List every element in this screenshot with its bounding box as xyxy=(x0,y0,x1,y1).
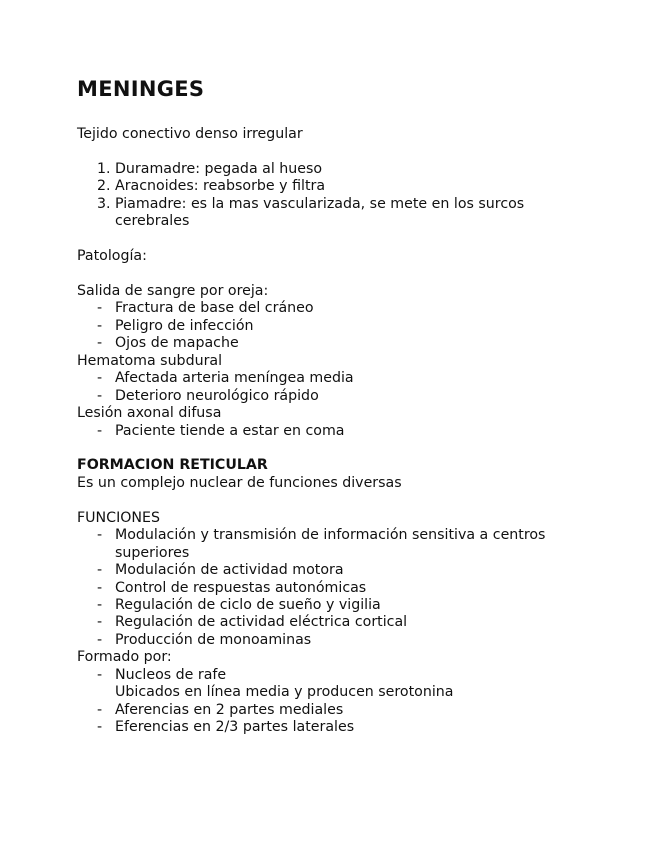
dash-marker: - xyxy=(97,666,103,683)
bullet-item xyxy=(77,632,575,649)
dash-marker: - xyxy=(97,579,103,596)
dash-marker: - xyxy=(97,701,103,718)
bullet-text: Control de respuestas autonómicas xyxy=(115,579,367,596)
list-item xyxy=(77,196,555,231)
formado-label: Formado por: xyxy=(77,649,172,666)
bullet-text: Regulación de actividad eléctrica cortical xyxy=(115,614,408,631)
bullet-text: Peligro de infección xyxy=(115,317,254,334)
dash-marker: - xyxy=(97,300,103,317)
bullet-item xyxy=(77,423,597,440)
dash-marker: - xyxy=(97,335,103,352)
patologia-section xyxy=(77,283,597,440)
bullet-item xyxy=(77,300,597,317)
dash-marker: - xyxy=(97,317,103,334)
bullet-item xyxy=(77,667,597,702)
section-heading: FORMACION RETICULAR xyxy=(77,457,268,474)
bullet-text: Aferencias en 2 partes mediales xyxy=(115,701,344,718)
document-body xyxy=(77,126,597,737)
dash-marker: - xyxy=(97,719,103,736)
bullet-item xyxy=(77,388,597,405)
bullet-text: Modulación de actividad motora xyxy=(115,562,344,579)
list-number: 1. xyxy=(97,160,111,177)
layers-list xyxy=(77,161,597,231)
bullet-text: Paciente tiende a estar en coma xyxy=(115,422,345,439)
bullet-item xyxy=(77,702,597,719)
bullet-text: Deterioro neurológico rápido xyxy=(115,387,319,404)
funciones-label: FUNCIONES xyxy=(77,509,160,526)
list-number: 2. xyxy=(97,178,111,195)
dash-marker: - xyxy=(97,597,103,613)
patologia-label: Patología: xyxy=(77,248,147,265)
bullet-text: Producción de monoaminas xyxy=(115,631,312,648)
dash-marker: - xyxy=(97,562,103,579)
page-title: MENINGES xyxy=(77,77,205,101)
bullet-item xyxy=(77,597,575,614)
funciones-list xyxy=(77,527,597,649)
bullet-item xyxy=(77,562,575,579)
bullet-text: Modulación y transmisión de información sensitiva a centros superiores xyxy=(115,527,546,561)
patologia-heading: Hematoma subdural xyxy=(77,352,223,369)
bullet-item xyxy=(77,335,597,352)
list-item xyxy=(77,161,597,178)
bullet-subtext: Ubicados en línea media y producen serotonina xyxy=(115,684,454,701)
list-number: 3. xyxy=(97,195,111,212)
bullet-text: Afectada arteria meníngea media xyxy=(115,370,354,387)
dash-marker: - xyxy=(97,527,103,544)
formado-list xyxy=(77,667,597,737)
dash-marker: - xyxy=(97,631,103,648)
bullet-text: Ojos de mapache xyxy=(115,335,239,352)
bullet-text: Regulación de ciclo de sueño y vigilia xyxy=(115,597,381,613)
dash-marker: - xyxy=(97,422,103,439)
list-item-text: Piamadre: es la mas vascularizada, se mete en los surcos cerebrales xyxy=(115,195,525,230)
list-item xyxy=(77,178,597,195)
list-item-text: Aracnoides: reabsorbe y filtra xyxy=(115,178,326,195)
bullet-text: Nucleos de rafe xyxy=(115,666,227,683)
list-item-text: Duramadre: pegada al hueso xyxy=(115,160,323,177)
patologia-heading: Salida de sangre por oreja: xyxy=(77,282,269,299)
dash-marker: - xyxy=(97,370,103,387)
patologia-heading: Lesión axonal difusa xyxy=(77,405,222,422)
dash-marker: - xyxy=(97,614,103,631)
bullet-text: Fractura de base del cráneo xyxy=(115,300,314,317)
bullet-item xyxy=(77,527,575,562)
bullet-text: Eferencias en 2/3 partes laterales xyxy=(115,719,355,736)
bullet-item xyxy=(77,580,575,597)
bullet-item xyxy=(77,614,575,631)
bullet-item xyxy=(77,318,597,335)
section-intro: Es un complejo nuclear de funciones diversas xyxy=(77,474,402,491)
bullet-item xyxy=(77,719,597,736)
dash-marker: - xyxy=(97,387,103,404)
intro-text: Tejido conectivo denso irregular xyxy=(77,126,303,142)
bullet-item xyxy=(77,370,597,387)
